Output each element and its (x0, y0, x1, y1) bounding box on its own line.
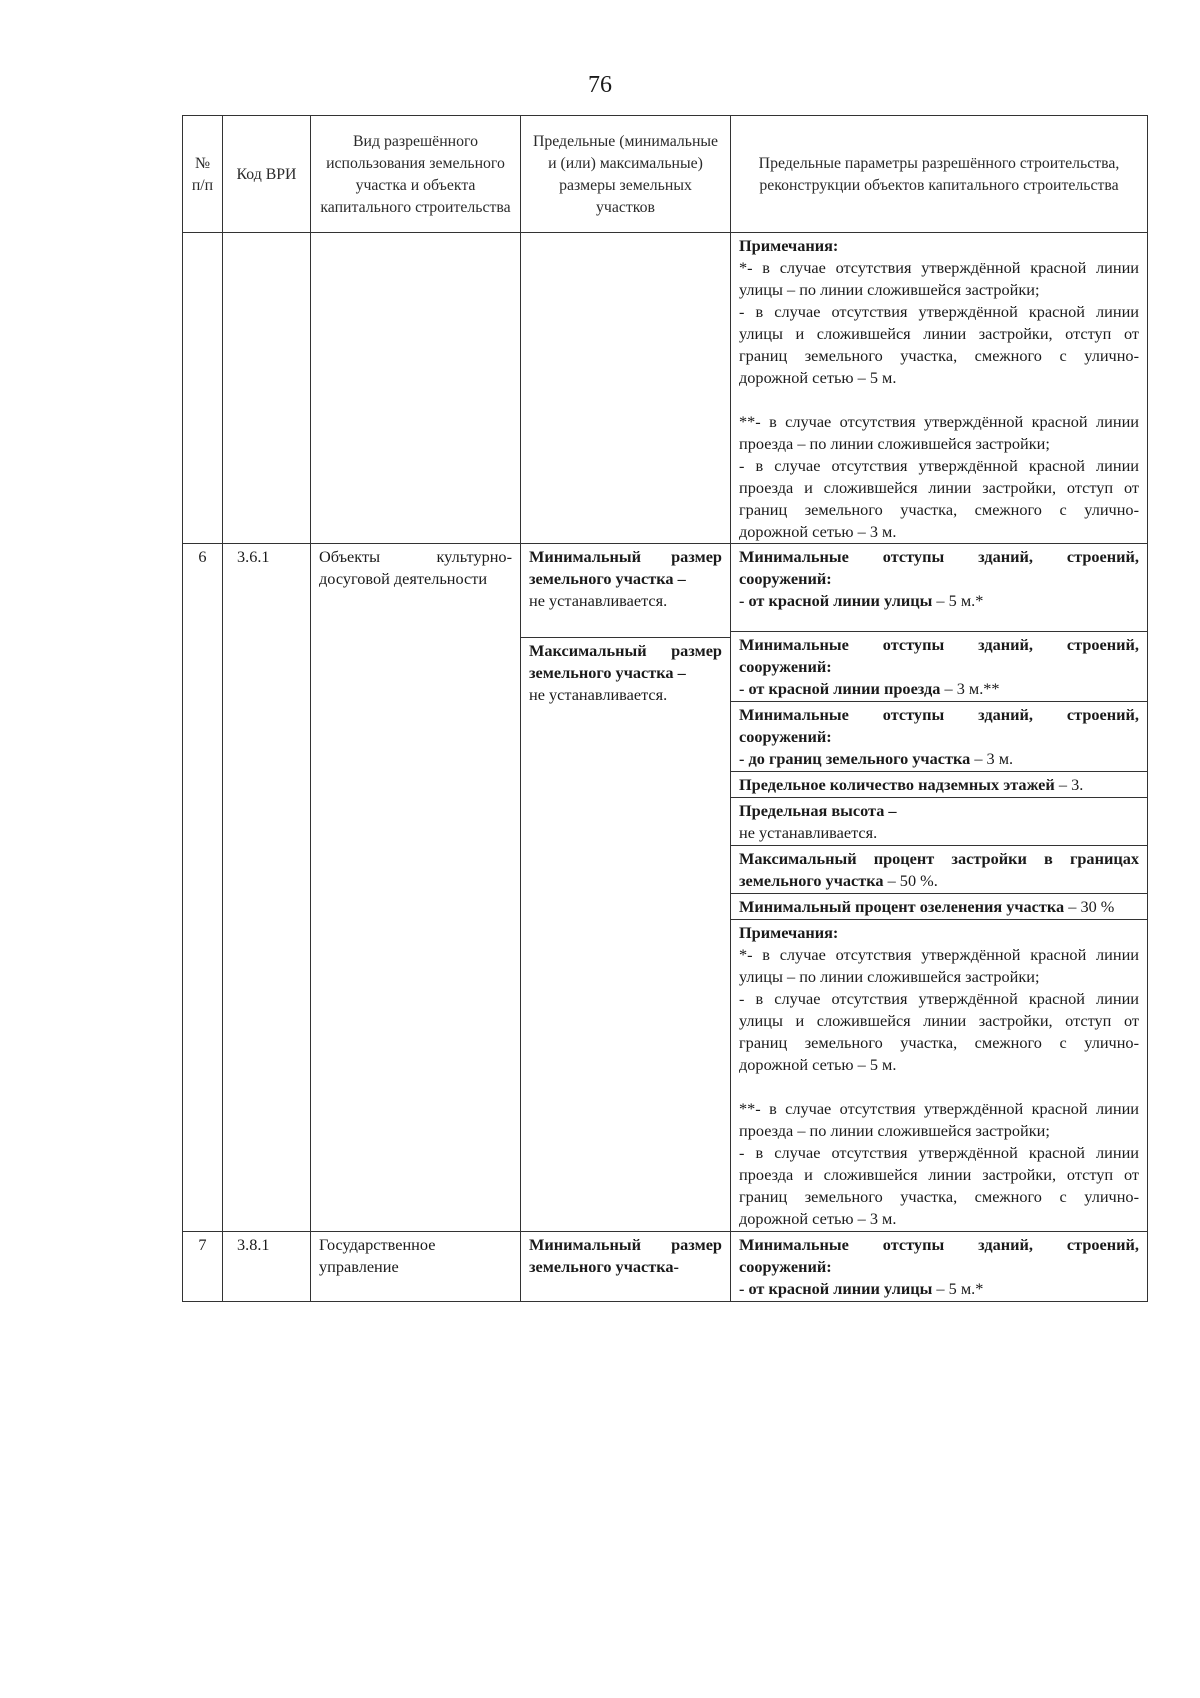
param-tail: – 3 м.** (940, 679, 1000, 698)
param-heading: Минимальные отступы зданий, строений, сооружений: (739, 705, 1139, 746)
header-code: Код ВРИ (223, 116, 311, 233)
param-value: - от красной линии улицы (739, 1279, 933, 1298)
note-text: *- в случае отсутствия утверждённой красной линии улицы – по линии сложившейся застройки; (739, 945, 1139, 986)
param-tail: – 50 %. (883, 871, 938, 890)
min-size-label: Минимальный размер земельного участка- (521, 1232, 731, 1302)
max-size-value: не устанавливается. (529, 685, 668, 704)
header-plot-sizes: Предельные (минимальные и (или) максимальные) размеры земельных участков (521, 116, 731, 233)
param-value: - от красной линии проезда (739, 679, 941, 698)
param-tail: – 3 м. (970, 749, 1014, 768)
param-tail: – 30 % (1064, 897, 1115, 916)
note-text: - в случае отсутствия утверждённой красной линии улицы и сложившейся линии застройки, отступ от границ земельного участка, смежного с улично-дорожной сетью – 5 м. (739, 989, 1139, 1074)
regulations-table (182, 115, 1148, 1302)
row-code: 3.8.1 (223, 1232, 311, 1302)
param-tail: не устанавливается. (739, 823, 878, 842)
table-header-row (183, 116, 1148, 233)
notes-title: Примечания: (739, 923, 839, 942)
notes-title: Примечания: (739, 236, 839, 255)
header-parameters: Предельные параметры разрешённого строительства, реконструкции объектов капитального строительства (731, 116, 1148, 233)
min-size-label: Минимальный размер земельного участка – (529, 547, 722, 588)
note-text: **- в случае отсутствия утверждённой красной линии проезда – по линии сложившейся застройки; (739, 1099, 1139, 1140)
row-code: 3.6.1 (223, 544, 311, 1232)
row-use-type: Объекты культурно-досуговой деятельности (311, 544, 521, 1232)
param-heading: Минимальные отступы зданий, строений, сооружений: (739, 1235, 1139, 1276)
max-size-label: Максимальный размер земельного участка – (529, 641, 722, 682)
page-number: 76 (588, 72, 612, 98)
header-use-type: Вид разрешённого использования земельного участка и объекта капитального строительства (311, 116, 521, 233)
param-height: Предельная высота – (739, 801, 897, 820)
parameters-cell (731, 1232, 1148, 1302)
note-text: *- в случае отсутствия утверждённой красной линии улицы – по линии сложившейся застройки; (739, 258, 1139, 299)
note-text: - в случае отсутствия утверждённой красной линии проезда и сложившейся линии застройки, отступ от границ земельного участка, смежного с улично-дорожной сетью – 3 м. (739, 456, 1139, 541)
param-value: - до границ земельного участка (739, 749, 971, 768)
note-text: - в случае отсутствия утверждённой красной линии улицы и сложившейся линии застройки, отступ от границ земельного участка, смежного с улично-дорожной сетью – 5 м. (739, 302, 1139, 387)
header-number: № п/п (183, 116, 223, 233)
row-number: 7 (183, 1232, 223, 1302)
param-heading: Минимальные отступы зданий, строений, сооружений: (739, 547, 1139, 588)
param-value: - от красной линии улицы (739, 591, 933, 610)
table-row-continued (183, 233, 1148, 544)
notes-cell (731, 233, 1148, 544)
param-green-percent: Минимальный процент озеленения участка (739, 897, 1065, 916)
min-size-value: не устанавливается. (529, 591, 668, 610)
parameters-cell (731, 544, 1148, 1232)
param-floors: Предельное количество надземных этажей (739, 775, 1055, 794)
row-use-type: Государственное управление (311, 1232, 521, 1302)
table-row (183, 544, 1148, 1232)
param-tail: – 3. (1054, 775, 1084, 794)
table-row (183, 1232, 1148, 1302)
plot-sizes-cell (521, 544, 731, 1232)
row-number: 6 (183, 544, 223, 1232)
param-build-percent: Максимальный процент застройки в границах земельного участка (739, 849, 1139, 890)
param-tail: – 5 м.* (932, 591, 984, 610)
param-tail: – 5 м.* (932, 1279, 984, 1298)
note-text: - в случае отсутствия утверждённой красной линии проезда и сложившейся линии застройки, отступ от границ земельного участка, смежного с улично-дорожной сетью – 3 м. (739, 1143, 1139, 1228)
note-text: **- в случае отсутствия утверждённой красной линии проезда – по линии сложившейся застройки; (739, 412, 1139, 453)
param-heading: Минимальные отступы зданий, строений, сооружений: (739, 635, 1139, 676)
